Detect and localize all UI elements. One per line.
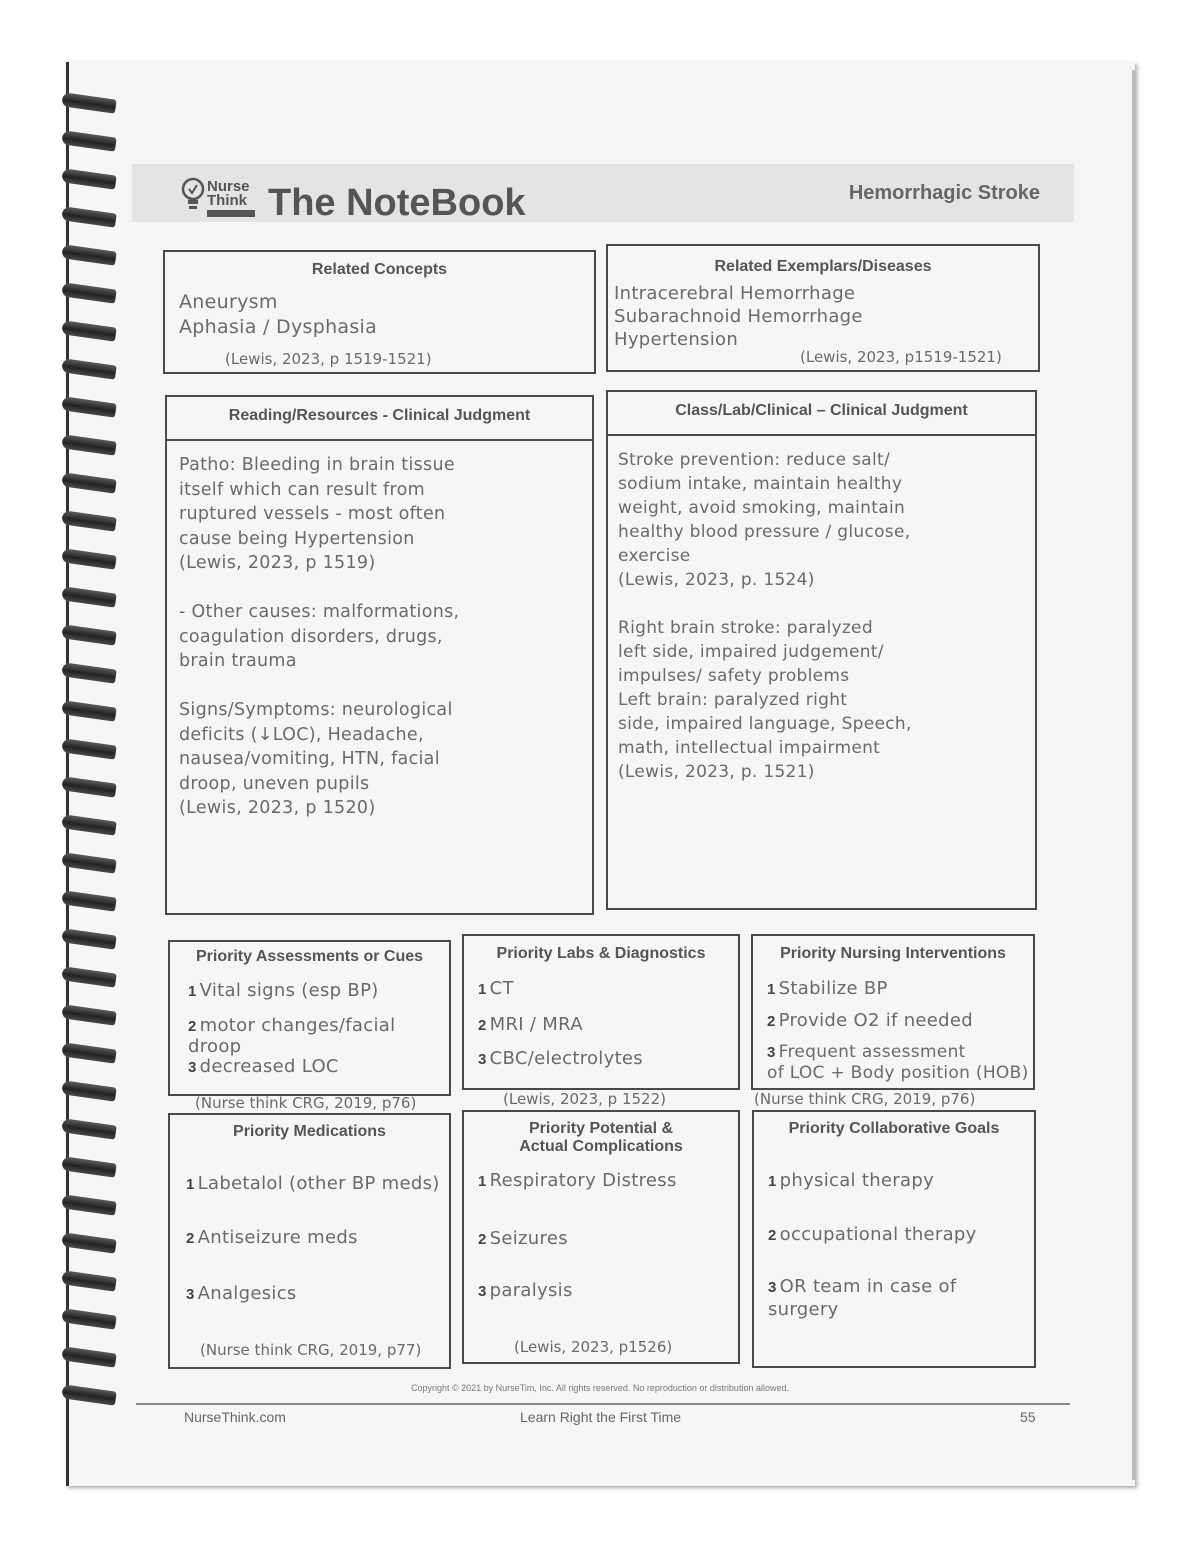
priority-item-2: 2 motor changes/facial droop	[188, 1015, 396, 1057]
footer-website: NurseThink.com	[184, 1409, 286, 1425]
handwritten-notes: Intracerebral Hemorrhage Subarachnoid Hemorrhage Hypertension	[614, 283, 863, 350]
box-title: Priority Collaborative Goals	[788, 1120, 1000, 1137]
box-title: Priority Assessments or Cues	[195, 948, 424, 965]
priority-interventions-box	[751, 934, 1035, 1090]
logo-tag	[207, 210, 255, 217]
citation: (Nurse think CRG, 2019, p76)	[195, 1094, 417, 1112]
box-title: Priority Labs & Diagnostics	[496, 945, 706, 962]
box-title: Class/Lab/Clinical – Clinical Judgment	[675, 402, 968, 419]
priority-item-2: 2 Provide O2 if needed	[767, 1010, 973, 1031]
related-concepts-box	[163, 250, 596, 374]
box-title: Priority Potential & Actual Complications	[519, 1120, 683, 1155]
box-title: Priority Nursing Interventions	[780, 945, 1006, 962]
citation: (Lewis, 2023, p 1522)	[503, 1090, 666, 1108]
citation: (Nurse think CRG, 2019, p77)	[200, 1341, 422, 1359]
handwritten-notes: Aneurysm Aphasia / Dysphasia	[179, 291, 378, 338]
box-title: Related Concepts	[311, 261, 448, 278]
priority-item-1: 1 Respiratory Distress	[478, 1170, 677, 1191]
priority-item-3: 3 paralysis	[478, 1280, 573, 1301]
handwritten-notes: Patho: Bleeding in brain tissue itself which can result from ruptured vessels - most often cause being Hypertension (Lewis, 2023, p 1519) - Other causes: malformations, coagulation disorders, drugs, brain trauma Signs/Symptoms: neurological deficits (↓LOC), Headache, nausea/vomiting, HTN, facial droop, uneven pupils (Lewis, 2023, p 1520)	[179, 455, 460, 818]
page-edge	[1132, 70, 1136, 1480]
priority-item-2: 2 Antiseizure meds	[186, 1227, 358, 1248]
citation: (Lewis, 2023, p 1519-1521)	[225, 350, 432, 368]
priority-medications-box	[168, 1113, 451, 1369]
priority-complications-box	[462, 1110, 740, 1364]
priority-item-3: 3 decreased LOC	[188, 1056, 339, 1077]
priority-item-3: 3 Frequent assessment of LOC + Body position (HOB)	[767, 1042, 1029, 1083]
priority-item-3: 3 CBC/electrolytes	[478, 1048, 643, 1069]
divider	[608, 434, 1035, 436]
spiral-binding	[62, 86, 122, 1446]
priority-item-1: 1 Stabilize BP	[767, 978, 888, 999]
priority-item-3: 3 Analgesics	[186, 1283, 297, 1304]
priority-item-1: 1 Labetalol (other BP meds)	[186, 1173, 440, 1194]
citation: (Lewis, 2023, p1526)	[514, 1338, 673, 1356]
lightbulb-icon	[180, 176, 206, 212]
priority-item-2: 2 Seizures	[478, 1228, 568, 1249]
priority-item-3: 3 OR team in case of surgery	[768, 1276, 957, 1320]
topic-title: Hemorrhagic Stroke	[848, 182, 1040, 204]
priority-item-1: 1 CT	[478, 978, 514, 999]
priority-item-1: 1 physical therapy	[768, 1170, 935, 1191]
handwritten-notes: Stroke prevention: reduce salt/ sodium intake, maintain healthy weight, avoid smoking, maintain healthy blood pressure / glucose, exercise (Lewis, 2023, p. 1524) Right brain stroke: paralyzed left side, impaired judgement/ impulses/ safety problems Left brain: paralyzed right side, impaired language, Speech, math, intellectual impairment (Lewis, 2023, p. 1521)	[618, 450, 912, 782]
book-title: The NoteBook	[268, 182, 526, 224]
logo-text: Nurse Think	[207, 178, 250, 209]
reading-resources-box	[165, 395, 594, 915]
copyright-notice: Copyright © 2021 by NurseTim, Inc. All rights reserved. No reproduction or distribution allowed.	[411, 1383, 789, 1393]
class-lab-clinical-box	[606, 390, 1037, 910]
priority-item-2: 2 occupational therapy	[768, 1224, 977, 1245]
box-title: Priority Medications	[233, 1123, 386, 1140]
divider	[167, 439, 592, 441]
footer-divider	[136, 1403, 1070, 1405]
box-title: Related Exemplars/Diseases	[714, 258, 932, 275]
priority-goals-box	[752, 1110, 1036, 1368]
box-title: Reading/Resources - Clinical Judgment	[228, 407, 531, 424]
citation: (Nurse think CRG, 2019, p76)	[754, 1090, 976, 1108]
footer-tagline: Learn Right the First Time	[520, 1409, 682, 1425]
priority-item-2: 2 MRI / MRA	[478, 1014, 583, 1035]
priority-item-1: 1 Vital signs (esp BP)	[188, 980, 379, 1001]
related-exemplars-box	[606, 244, 1040, 372]
page-number: 55	[1020, 1409, 1036, 1425]
citation: (Lewis, 2023, p1519-1521)	[800, 348, 1002, 366]
priority-labs-box	[462, 934, 740, 1090]
priority-assessments-box	[168, 940, 451, 1096]
